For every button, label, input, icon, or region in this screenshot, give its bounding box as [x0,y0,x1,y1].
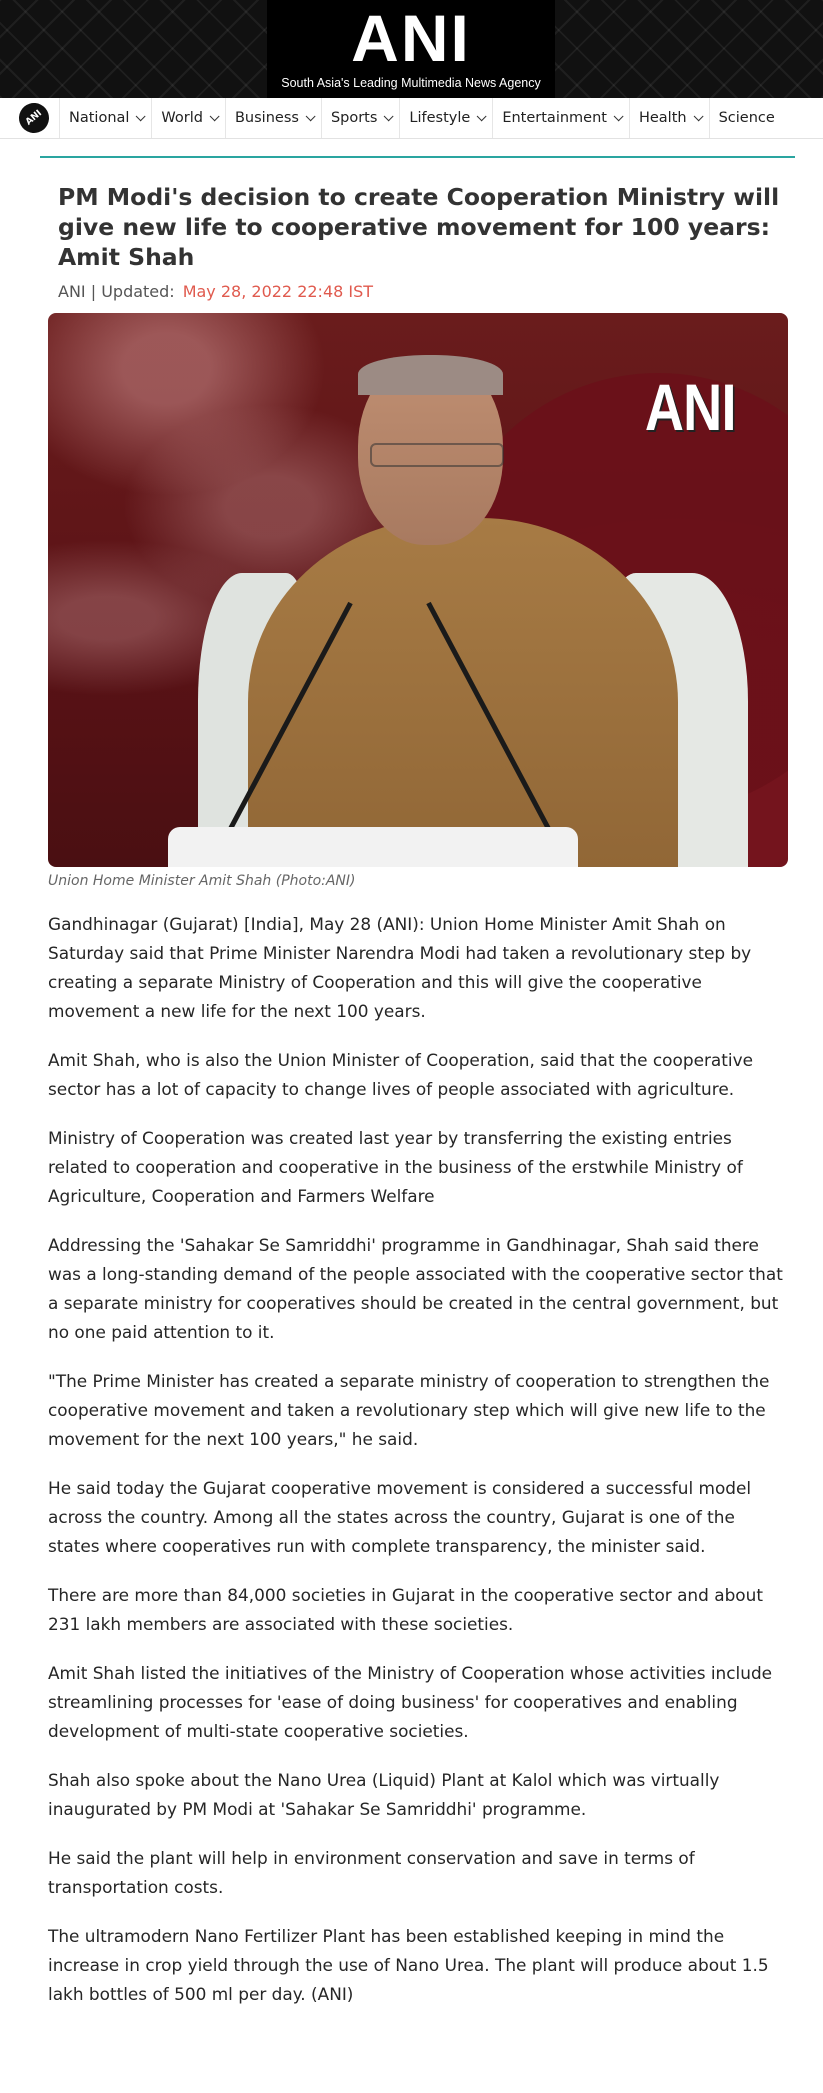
nav-item-health[interactable] [629,98,709,138]
chevron-down-icon [210,111,220,121]
article-paragraph: The ultramodern Nano Fertilizer Plant has been established keeping in mind the increase in crop yield through the use of Nano Urea. The plant will produce about 1.5 lakh bottles of 500 ml per day. (ANI) [48,1926,769,2004]
accent-divider [40,156,795,158]
chevron-down-icon [306,111,316,121]
photo-vest [248,518,678,867]
photo-hair [358,355,503,395]
article-paragraph: There are more than 84,000 societies in Gujarat in the cooperative sector and about 231 lakh members are associated with these societies. [48,1585,763,1634]
article-paragraph: He said today the Gujarat cooperative movement is considered a successful model across the country. Among all the states across the country, Gujarat is one of the states where cooperatives run with complete transparency, the minister said. [48,1478,752,1556]
nav-item-label: Health [638,110,687,126]
nav-item-label: Science [718,110,775,126]
article-paragraph: He said the plant will help in environment conservation and save in terms of transportation costs. [48,1848,695,1897]
nav-item-label: Entertainment [502,110,607,126]
article-date: May 28, 2022 22:48 IST [182,282,374,301]
chevron-down-icon [136,111,146,121]
nav-item-entertainment[interactable] [492,98,629,138]
chevron-down-icon [614,111,624,121]
article-paragraph: Addressing the 'Sahakar Se Samriddhi' programme in Gandhinagar, Shah said there was a long-standing demand of the people associated with the cooperative sector that a separate ministry for cooperatives should be created in the central government, but no one paid attention to it. [48,1235,783,1342]
article-meta [58,282,823,301]
article-paragraph: "The Prime Minister has created a separate ministry of cooperation to strengthen the cooperative movement and taken a revolutionary step which will give new life to the movement for the next 100 years," he said. [48,1371,770,1449]
nav-item-national[interactable] [59,98,151,138]
photo-podium [168,827,578,867]
photo-glasses [370,443,504,467]
article-title: PM Modi's decision to create Cooperation Ministry will give new life to cooperative movement for 100 years: Amit Shah [58,183,780,271]
article-paragraph: Ministry of Cooperation was created last year by transferring the existing entries related to cooperation and cooperative in the business of the erstwhile Ministry of Agriculture, Cooperation and Farmers Welfare [48,1128,743,1206]
article-paragraph: Amit Shah, who is also the Union Minister of Cooperation, said that the cooperative sector has a lot of capacity to change lives of people associated with agriculture. [48,1050,753,1099]
chevron-down-icon [477,111,487,121]
site-tagline: South Asia's Leading Multimedia News Agency [281,76,541,90]
nav-item-world[interactable] [151,98,225,138]
article-paragraph: Gandhinagar (Gujarat) [India], May 28 (ANI): Union Home Minister Amit Shah on Saturday said that Prime Minister Narendra Modi had taken a revolutionary step by creating a separate Ministry of Cooperation and this will give the cooperative movement a new life for the next 100 years. [48,914,752,1021]
nav-item-label: Business [234,110,299,126]
ani-logo-icon[interactable]: ANI [13,98,55,139]
article-source: ANI | Updated: [58,282,175,301]
site-header [0,0,823,98]
ani-watermark: ANI [645,370,736,444]
nav-item-label: Sports [330,110,378,126]
ani-logo: ANI [351,1,471,75]
article-body [48,910,787,2009]
chevron-down-icon [693,111,703,121]
ani-logo-link[interactable] [267,0,555,98]
nav-item-label: National [69,110,130,126]
nav-item-science[interactable] [709,98,784,138]
article-photo [48,313,788,867]
chevron-down-icon [384,111,394,121]
photo-caption: Union Home Minister Amit Shah (Photo:ANI) [48,873,356,889]
nav-item-label: World [161,110,203,126]
nav-item-lifestyle[interactable] [399,98,492,138]
article-paragraph: Amit Shah listed the initiatives of the Ministry of Cooperation whose activities include streamlining processes for 'ease of doing business' for cooperatives and enabling development of multi-state cooperative societies. [48,1663,773,1741]
article-paragraph: Shah also spoke about the Nano Urea (Liquid) Plant at Kalol which was virtually inaugurated by PM Modi at 'Sahakar Se Samriddhi' programme. [48,1770,720,1819]
main-navigation [0,98,823,139]
nav-item-sports[interactable] [321,98,399,138]
nav-item-label: Lifestyle [409,110,471,126]
nav-item-business[interactable] [225,98,321,138]
